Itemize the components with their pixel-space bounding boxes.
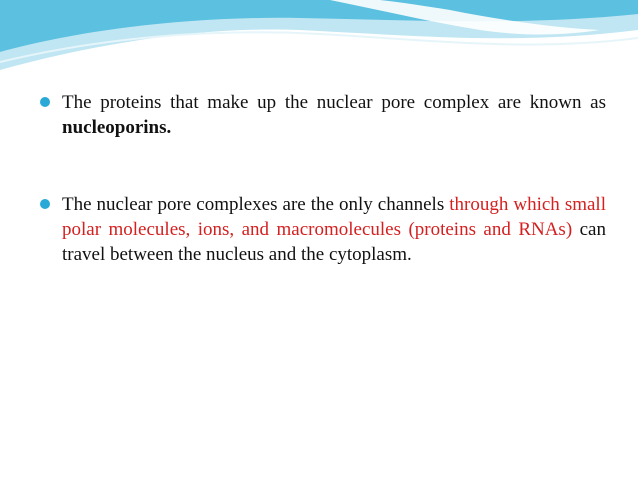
bullet-text-end: can travel between the nucleus and the cytoplasm.: [62, 219, 606, 265]
bullet-dot-icon: [40, 199, 50, 209]
bullet-list: [40, 90, 606, 267]
bullet-item-nucleoporins: [40, 90, 606, 140]
bullet-highlight-text: through which small polar molecules, ions, and macromolecules (proteins and RNAs): [62, 194, 606, 240]
bullet-text: The nuclear pore complexes are the only channels: [62, 194, 450, 215]
bullet-dot-icon: [40, 97, 50, 107]
header-wave-decoration: [0, 0, 638, 80]
bullet-item-pore-channels: [40, 192, 606, 267]
bullet-text: The proteins that make up the nuclear pore complex are known as: [62, 92, 606, 113]
bullet-bold-term: nucleoporins.: [62, 117, 172, 138]
